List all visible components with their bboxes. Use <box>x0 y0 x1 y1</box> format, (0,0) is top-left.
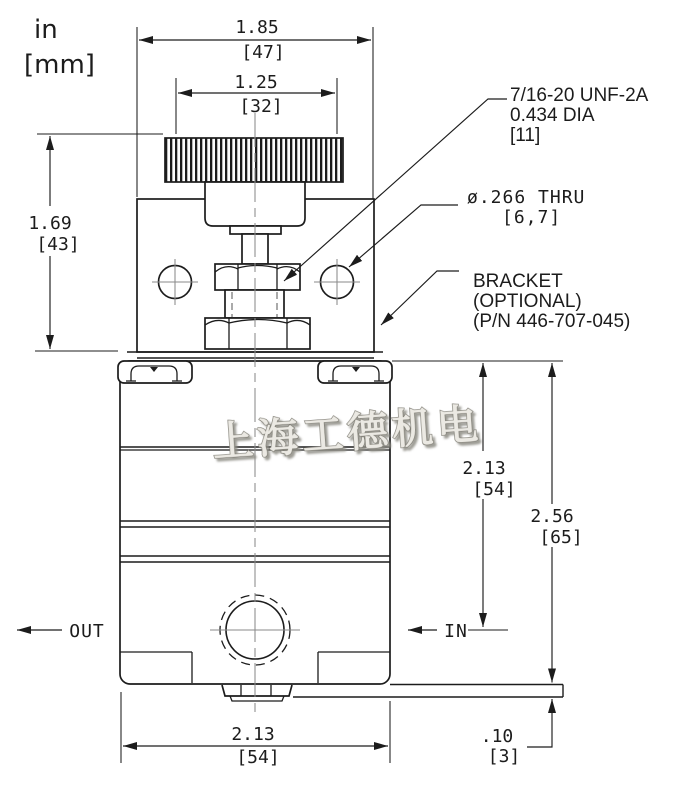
bottom-hex-plug <box>222 685 292 696</box>
bracket-optional: (OPTIONAL) <box>473 291 582 312</box>
upper-hex-nut <box>215 264 300 290</box>
out-label: OUT <box>69 621 105 642</box>
lower-hex-nut <box>205 318 310 349</box>
watermark-text: 上海工德机电 <box>210 399 484 467</box>
callout-hole <box>349 187 585 267</box>
hole-spec: ø.266 THRU <box>467 187 586 208</box>
hole-spec-mm: [6,7] <box>502 207 562 228</box>
flow-in <box>408 621 468 642</box>
dim-in: 2.13 <box>462 458 506 479</box>
dim-mm: [54] <box>236 747 280 768</box>
bracket-part-number: (P/N 446-707-045) <box>473 311 631 332</box>
dim-in: .10 <box>480 726 514 747</box>
top-tab-right <box>318 361 392 383</box>
units-inches: in <box>34 15 58 45</box>
dim-in: 1.69 <box>28 213 72 234</box>
dim-in: 1.25 <box>234 72 278 93</box>
dim-mm: [54] <box>472 479 516 500</box>
dim-in: 2.13 <box>231 724 275 745</box>
thread-spec: 7/16-20 UNF-2A <box>510 85 649 106</box>
thread-dia-mm: [11] <box>510 125 541 146</box>
dim-in: 2.56 <box>530 506 574 527</box>
thread-dia: 0.434 DIA <box>510 105 595 126</box>
top-tab-left <box>118 361 192 383</box>
dim-mm: [3] <box>487 746 521 767</box>
units-mm: [mm] <box>24 50 95 80</box>
dim-body-height <box>530 363 582 683</box>
units-note <box>24 15 95 80</box>
flow-out <box>17 621 105 642</box>
leader-line <box>381 271 459 325</box>
leader-arrow-up <box>527 699 552 747</box>
dim-plate-thickness <box>481 699 552 767</box>
callout-bracket <box>381 271 630 332</box>
bracket-bottom-tab <box>293 685 563 698</box>
bracket-name: BRACKET <box>473 271 563 292</box>
dim-knob-width <box>176 72 337 134</box>
dim-in: 1.85 <box>235 17 279 38</box>
dim-mm: [32] <box>239 96 283 117</box>
knurled-knob <box>165 138 343 182</box>
dim-mm: [47] <box>241 42 285 63</box>
in-label: IN <box>444 621 468 642</box>
dim-mm: [65] <box>539 527 583 548</box>
dim-mm: [43] <box>36 234 80 255</box>
